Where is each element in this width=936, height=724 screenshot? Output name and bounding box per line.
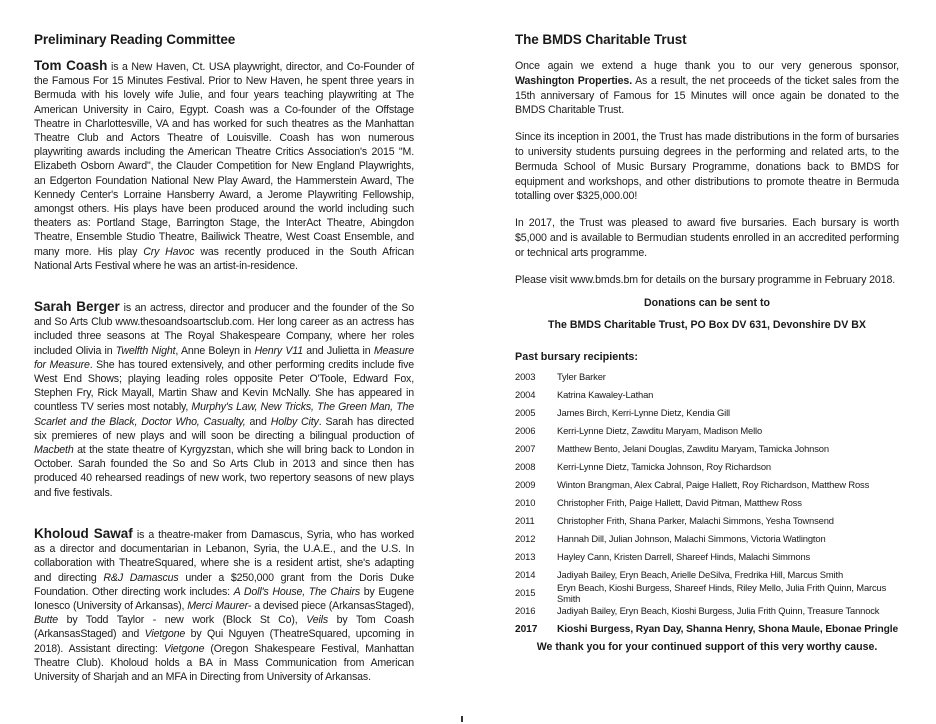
recipient-row [515, 620, 899, 638]
italic-title: Henry V11 [254, 344, 303, 357]
recipient-year: 2008 [515, 461, 536, 473]
thanks-line: We thank you for your continued support of this very worthy cause. [536, 641, 878, 654]
italic-title: Vietgone [163, 642, 205, 655]
donations-line: Donations can be sent to [644, 297, 770, 310]
recipient-names: Tyler Barker [557, 370, 606, 382]
recipient-names: Eryn Beach, Kioshi Burgess, Shareef Hinds, Riley Mello, Julia Frith Quinn, Marcus Smith [557, 581, 887, 604]
bold-text: Washington Properties. [515, 74, 633, 87]
recipient-names: James Birch, Kerri-Lynne Dietz, Kendia Gill [557, 406, 730, 418]
right-column [515, 32, 899, 653]
italic-title: Vietgone [144, 628, 186, 641]
committee-heading: Preliminary Reading Committee [34, 32, 236, 47]
left-column [34, 32, 414, 684]
text-run: Once again we extend a huge thank you to our very generous sponsor, [515, 60, 899, 72]
recipient-row [515, 422, 899, 440]
inception-paragraph: Since its inception in 2001, the Trust has made distributions in the form of bursaries to university students pursuing degrees in the performing and related arts, to the Bermuda School of Music Bursary Programme, donations back to BMDS for equipment and workshops, and other distributions to promote theatre in Bermuda totalling over $325,000.00! [515, 131, 899, 203]
text-run: was recently produced in the South African National Arts Festival where he was an artist-in-residence. [34, 245, 414, 272]
trust-heading: The BMDS Charitable Trust [515, 32, 687, 47]
address-line: The BMDS Charitable Trust, PO Box DV 631, Devonshire DV BX [548, 319, 866, 332]
recipient-names: Matthew Bento, Jelani Douglas, Zawditu Maryam, Tamicka Johnson [557, 443, 829, 455]
text-run: and [245, 415, 271, 428]
recipient-year: 2006 [515, 425, 536, 437]
recipient-names: Winton Brangman, Alex Cabral, Paige Hallett, Roy Richardson, Matthew Ross [557, 479, 870, 491]
visit-paragraph: Please visit www.bmds.bm for details on the bursary programme in February 2018. [515, 273, 896, 286]
italic-title: Merci Maurer [187, 599, 248, 612]
recipient-names: Jadiyah Bailey, Eryn Beach, Kioshi Burgess, Julia Frith Quinn, Treasure Tannock [557, 605, 880, 617]
recipient-row [515, 458, 899, 476]
recipient-row [515, 385, 899, 403]
text-run: - a devised piece (ArkansasStaged), [247, 599, 414, 612]
bio-name: Sarah Berger [34, 299, 120, 315]
recipient-names: Christopher Frith, Shana Parker, Malachi Simmons, Yesha Townsend [557, 515, 834, 527]
recipient-year: 2012 [515, 533, 536, 545]
italic-title: Twelfth Night [115, 344, 176, 357]
recipient-names: Jadiyah Bailey, Eryn Beach, Arielle DeSilva, Fredrika Hill, Marcus Smith [557, 569, 844, 581]
recipient-year: 2017 [515, 623, 538, 635]
recipient-year: 2014 [515, 569, 536, 581]
italic-title: Veils [306, 614, 329, 627]
text-run: at the state theatre of Kyrgyzstan, which she will bring back to London in October. Sarah founded the So and So Arts Club in 2013 and since then has produced 40 rehearsed readings of new work, two repertory seasons of new plays and five festivals. [34, 444, 414, 499]
recipient-names: Christopher Frith, Paige Hallett, David Pitman, Matthew Ross [557, 497, 802, 509]
italic-title: Measure for Measure [34, 344, 414, 371]
recipient-row [515, 494, 899, 512]
recipient-row [515, 440, 899, 458]
text-run: and Julietta in [302, 344, 374, 357]
recipient-row [515, 530, 899, 548]
recipient-names: Katrina Kawaley-Lathan [557, 388, 654, 400]
italic-title: Murphy's Law, New Tricks, The Green Man, The Scarlet and the Black, Doctor Who, Casualty, [34, 401, 414, 428]
recipient-row [515, 602, 899, 620]
text-run: by Todd Taylor - new work (Block St Co), [58, 614, 307, 627]
recipient-year: 2003 [515, 370, 536, 382]
text-run: by Tom Coash (ArkansasStaged) and [34, 614, 414, 641]
bio-sarah-berger [34, 300, 414, 500]
recipients-list [515, 367, 899, 638]
italic-title: Cry Havoc [143, 245, 195, 258]
recipient-year: 2007 [515, 443, 536, 455]
recipient-year: 2015 [515, 587, 536, 599]
text-run: is a New Haven, Ct. USA playwright, director, and Co-Founder of the Famous For 15 Minutes Festival. Prior to New Haven, he spent three years in Bermuda with his lovely wife Julie, and four years teaching playwriting at The American University in Cairo, Egypt. Coash was a Co-founder of the Offstage Theatre in Charlottesville, VA and has worked for such theatres as the Manhattan Theatre Club and Actors Theatre of Louisville. Coash has won numerous playwriting awards including the American Theatre Critics Association's 2015 "M. Elizabeth Osborn Award", the Clauder Competition for New England Playwrights, an Edgerton Foundation National New Play Award, the Hammerstein Award, The Kennedy Center's Lorraine Hansberry Award, a Jerome Playwriting Fellowship, amongst others. His plays have been produced around the world including such theaters as: Portland Stage, Barrington Stage, the InterAct Theatre, Abingdon Theatre, Ensemble Studio Theatre, Bailiwick Theatre, West Coast Ensemble, and many more. His play [34, 61, 414, 258]
italic-title: Holby City [270, 415, 319, 428]
text-run: is an actress, director and producer and the founder of the So and So Arts Club www.thesoandsoartsclub.com. Her long career as an actress has included three seasons at The Royal Shakespeare Company, where her roles included Olivia in [34, 302, 414, 357]
text-run: by Eugene Ionesco (University of Arkansas), [34, 585, 414, 612]
recipient-row [515, 512, 899, 530]
text-run: is a theatre-maker from Damascus, Syria, who has worked as a director and documentarian in Lebanon, Syria, the U.A.E., and the U.S. In collaboration with TheatreSquared, where she is a resident artist, she's adapting and directing [34, 528, 415, 584]
fold-mark [461, 716, 463, 722]
recipient-row [515, 367, 899, 385]
italic-title: Butte [34, 614, 58, 627]
recipient-year: 2009 [515, 479, 536, 491]
recipient-row [515, 476, 899, 494]
italic-title: R&J Damascus [103, 571, 179, 584]
past-recipients-title: Past bursary recipients: [515, 351, 639, 364]
italic-title: Macbeth [34, 444, 74, 457]
text-run: . She has toured extensively, and other performing credits include five West End Shows; playing leading roles opposite Peter O'Toole, Edward Fox, Stephen Fry, Rick Mayall, Martin Shaw and Kevin McNally. She has appeared in countless TV series most notably, [34, 358, 415, 414]
text-run: . Sarah has directed six premieres of new plays and will soon be directing a bilingual production of [34, 415, 415, 442]
recipient-row [515, 581, 899, 604]
recipient-names: Kerri-Lynne Dietz, Zawditu Maryam, Madison Mello [557, 425, 763, 437]
sponsor-paragraph [515, 59, 899, 118]
text-run: by Qui Nguyen (TheatreSquared, upcoming in 2018). Assistant directing: [34, 628, 414, 655]
bursaries-paragraph: In 2017, the Trust was pleased to award five bursaries. Each bursary is worth $5,000 and is available to Bermudian students enrolled in an accredited performing or technical arts programme. [515, 217, 899, 259]
recipient-year: 2005 [515, 406, 536, 418]
italic-title: A Doll's House, The Chairs [233, 585, 360, 598]
text-run: (Oregon Shakespeare Festival, Manhattan Theatre Club). Kholoud holds a BA in Mass Communication from American University of Sharjah and an MFA in Directing from University of Arkansas. [34, 642, 414, 683]
recipient-names: Kerri-Lynne Dietz, Tamicka Johnson, Roy Richardson [557, 461, 771, 473]
recipient-names: Hannah Dill, Julian Johnson, Malachi Simmons, Victoria Watlington [557, 533, 826, 545]
text-run: As a result, the net proceeds of the ticket sales from the 15th anniversary of Famous for 15 Minutes will once again be donated to the BMDS Charitable Trust. [515, 74, 899, 117]
bio-tom-coash [34, 59, 414, 273]
recipient-row [515, 403, 899, 421]
recipient-row [515, 548, 899, 566]
bio-kholoud-sawaf [34, 527, 414, 684]
recipient-year: 2010 [515, 497, 536, 509]
recipient-year: 2011 [515, 515, 535, 527]
bio-name: Tom Coash [34, 58, 108, 73]
bio-name: Kholoud Sawaf [34, 525, 133, 541]
recipient-names: Hayley Cann, Kristen Darrell, Shareef Hinds, Malachi Simmons [557, 551, 811, 563]
recipient-names: Kioshi Burgess, Ryan Day, Shanna Henry, Shona Maule, Ebonae Pringle [557, 623, 899, 635]
text-run: under a $250,000 grant from the Doris Duke Foundation. Other directing work includes: [34, 571, 414, 598]
text-run: , Anne Boleyn in [175, 344, 255, 357]
recipient-year: 2013 [515, 551, 536, 563]
recipient-year: 2016 [515, 605, 536, 617]
recipient-year: 2004 [515, 388, 536, 400]
